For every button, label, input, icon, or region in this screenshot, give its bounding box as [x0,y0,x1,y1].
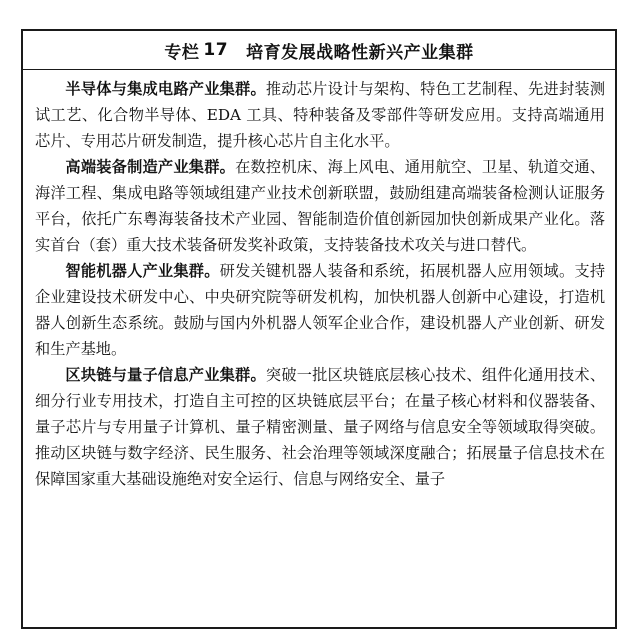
paragraph-heading: 半导体与集成电路产业集群。 [65,80,266,98]
paragraph-body: 推动芯片设计与架构、特色工艺制程、先进封装测试工艺、化合物半导体、EDA 工具、特种装备及零部件等研发应用。支持高端通用芯片、专用芯片研发制造，提升核心芯片自主化水平。 [35,80,606,150]
paragraph-blockchain-quantum [35,362,605,492]
paragraph-body: 在数控机床、海上风电、通用航空、卫星、轨道交通、海洋工程、集成电路等领域组建产业技术创新联盟，鼓励组建高端装备检测认证服务平台，依托广东粤海装备技术产业园、智能制造价值创新园加快创新成果产业化。落实首台（套）重大技术装备研发奖补政策，支持装备技术攻关与进口替代。 [35,158,606,254]
box-content [23,70,615,492]
paragraph-body: 研发关键机器人装备和系统，拓展机器人应用领域。支持企业建设技术研发中心、中央研究院等研发机构，加快机器人创新中心建设，打造机器人创新生态系统。鼓励与国内外机器人领军企业合作，建设机器人产业创新、研发和生产基地。 [35,262,606,358]
box-title-number: 17 [203,40,229,60]
box-title-text: 培育发展战略性新兴产业集群 [246,42,474,63]
paragraph-high-end-equipment [35,154,605,258]
paragraph-heading: 智能机器人产业集群。 [65,262,220,280]
paragraph-robotics [35,258,605,362]
paragraph-heading: 高端装备制造产业集群。 [65,158,236,176]
paragraph-heading: 区块链与量子信息产业集群。 [65,366,266,384]
box-title [23,31,615,70]
paragraph-semiconductor [35,76,605,154]
box-title-prefix: 专栏 [164,42,200,63]
feature-box [21,29,617,629]
paragraph-body: 突破一批区块链底层核心技术、组件化通用技术、细分行业专用技术，打造自主可控的区块链底层平台；在量子核心材料和仪器装备、量子芯片与专用量子计算机、量子精密测量、量子网络与信息安全等领域取得突破。推动区块链与数字经济、民生服务、社会治理等领域深度融合；拓展量子信息技术在保障国家重大基础设施绝对安全运行、信息与网络安全、量子 [35,366,606,488]
